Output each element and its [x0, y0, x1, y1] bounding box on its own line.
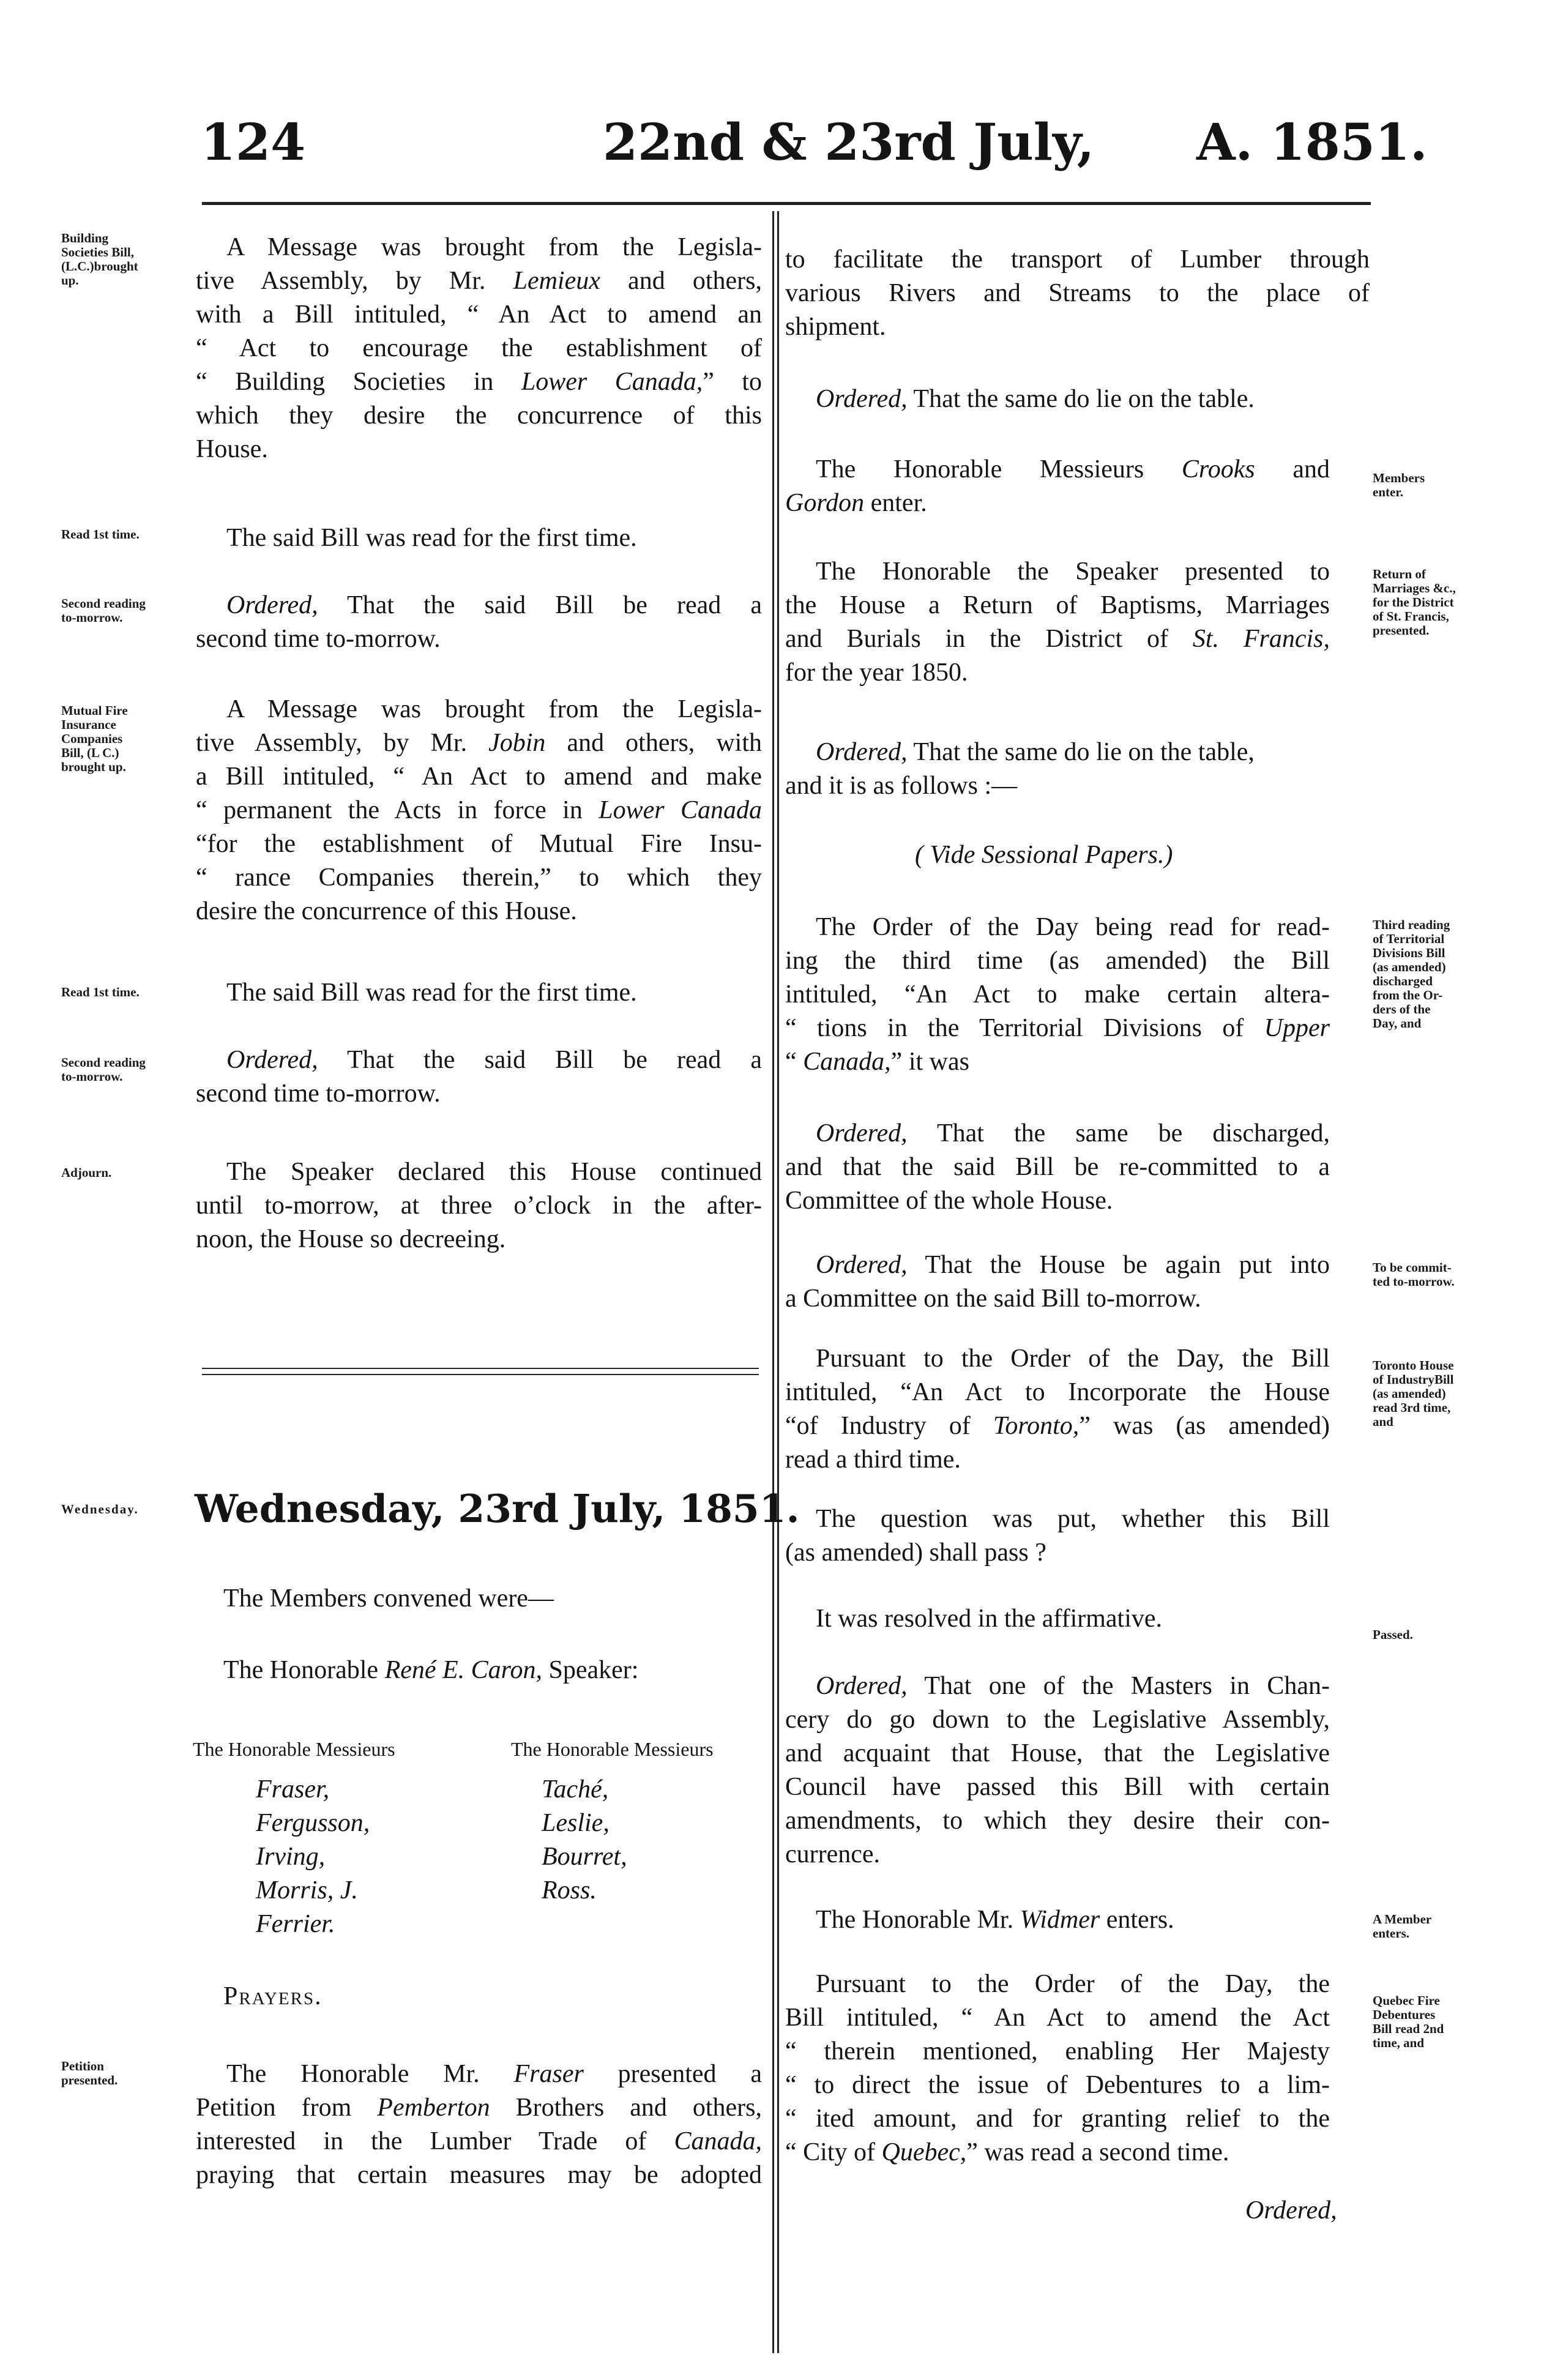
header-rule — [202, 202, 1371, 205]
member-name: Ferrier. — [256, 1910, 335, 1938]
paragraph-toronto-house-industry: Pursuant to the Order of the Day, the Bill intituled, “An Act to Incorporate the House “of Industry of Toronto,” was (as amended) read a third time. — [785, 1345, 1330, 1474]
margin-note-territorial-divisions: Third reading of Territorial Divisions Bill (as amended) discharged from the Or- ders of the Day, and — [1373, 917, 1450, 1031]
vide-sessional-papers: ( Vide Sessional Papers.) — [915, 841, 1173, 869]
page-number: 124 — [201, 113, 306, 172]
member-name: Taché, — [542, 1775, 609, 1804]
margin-note-read-first: Read 1st time. — [61, 527, 140, 542]
margin-note-read-first-2: Read 1st time. — [61, 985, 140, 999]
member-name: Irving, — [256, 1843, 326, 1871]
day-heading: Wednesday, 23rd July, 1851. — [195, 1486, 800, 1531]
page-year: A. 1851. — [1196, 113, 1428, 172]
members-heading-col1: The Honorable Messieurs — [193, 1738, 395, 1760]
section-rule-bottom — [202, 1374, 759, 1375]
paragraph-return-baptisms: The Honorable the Speaker presented to the House a Return of Baptisms, Marriages and Burials in the District of St. Francis, for the year 1850. — [785, 558, 1330, 687]
page-title: 22nd & 23rd July, — [603, 113, 1095, 172]
prayers-heading: Prayers. — [223, 1982, 323, 2010]
speaker-line: The Honorable René E. Caron, Speaker: — [223, 1656, 639, 1684]
margin-note-toronto-house: Toronto House of IndustryBill (as amended) read 3rd time, and — [1373, 1358, 1454, 1429]
paragraph-read-first-time: The said Bill was read for the first time. — [226, 524, 637, 552]
members-convened: The Members convened were— — [223, 1584, 554, 1613]
margin-note-petition: Petition presented. — [61, 2059, 118, 2087]
member-name: Fraser, — [256, 1775, 330, 1804]
paragraph-quebec-debentures: Pursuant to the Order of the Day, the Bill intituled, “ An Act to amend the Act “ therein mentioned, enabling Her Majesty “ to direct the issue of Debentures to a lim- “ ited amount, and for granting relief to the “ City of Quebec,” was read a second time. — [785, 1970, 1330, 2166]
margin-note-second-reading: Second reading to-morrow. — [61, 596, 146, 625]
paragraph-adjournment: The Speaker declared this House continued until to-morrow, at three o’clock in the after- noon, the House so decreeing. — [196, 1158, 762, 1253]
paragraph-question-put: The question was put, whether this Bill (as amended) shall pass ? — [785, 1505, 1330, 1567]
member-name: Fergusson, — [256, 1809, 370, 1837]
paragraph-read-first-time-2: The said Bill was read for the first time. — [226, 979, 637, 1007]
paragraph-widmer-enters: The Honorable Mr. Widmer enters. — [816, 1906, 1174, 1934]
section-rule-top — [202, 1368, 759, 1369]
paragraph-mutual-fire-message: A Message was brought from the Legisla- tive Assembly, by Mr. Jobin and others, with a Bill intituled, “ An Act to amend and make “ permanent the Acts in force in Lower Canada “for the establishment of Mutual Fire Insu- “ rance Companies therein,” to which they desire the concurrence of this House. — [196, 695, 763, 925]
margin-note-quebec-fire: Quebec Fire Debentures Bill read 2nd time, and — [1373, 1993, 1444, 2050]
paragraph-crooks-gordon-enter: The Honorable Messieurs Crooks and Gordon enter. — [785, 455, 1330, 517]
catchword: Ordered, — [1245, 2196, 1337, 2225]
member-name: Bourret, — [542, 1843, 627, 1871]
paragraph-second-reading-order-2: Ordered, That the said Bill be read a second time to-morrow. — [196, 1046, 762, 1108]
margin-note-return-marriages: Return of Marriages &c., for the District of St. Francis, presented. — [1373, 567, 1456, 638]
margin-note-mutual-fire: Mutual Fire Insurance Companies Bill, (L C.) brought up. — [61, 703, 128, 774]
column-divider-left — [772, 211, 774, 2353]
column-divider-right — [777, 211, 779, 2353]
member-name: Ross. — [542, 1876, 597, 1904]
paragraph-territorial-divisions: The Order of the Day being read for read- ing the third time (as amended) the Bill intituled, “An Act to make certain altera- “ tions in the Territorial Divisions of Upper “ Canada,” it was — [785, 913, 1330, 1076]
paragraph-lie-on-table-2: Ordered, That the same do lie on the table, and it is as follows :— — [785, 738, 1255, 800]
paragraph-second-reading-order: Ordered, That the said Bill be read a second time to-morrow. — [196, 591, 762, 653]
margin-note-passed: Passed. — [1373, 1627, 1413, 1642]
paragraph-petition: The Honorable Mr. Fraser presented a Petition from Pemberton Brothers and others, interested in the Lumber Trade of Canada, praying that certain measures may be adopted — [196, 2060, 762, 2189]
paragraph-masters-in-chancery: Ordered, That one of the Masters in Chan- cery do go down to the Legislative Assembly, and acquaint that House, that the Legislative Council have passed this Bill with certain amendments, to which they desire their con- currence. — [785, 1672, 1330, 1868]
paragraph-building-societies-message: A Message was brought from the Legisla- tive Assembly, by Mr. Lemieux and others, with a Bill intituled, “ An Act to amend an “ Act to encourage the establishment of “ Building Societies in Lower Canada,” to which they desire the concurrence of this House. — [196, 233, 763, 463]
margin-note-building-societies: Building Societies Bill, (L.C.)brought up. — [61, 231, 138, 288]
paragraph-lumber-transport: to facilitate the transport of Lumber through various Rivers and Streams to the place of shipment. — [785, 245, 1370, 341]
paragraph-discharged: Ordered, That the same be discharged, and that the said Bill be re-committed to a Committee of the whole House. — [785, 1119, 1330, 1215]
margin-note-members-enter: Members enter. — [1373, 471, 1425, 499]
margin-note-second-reading-2: Second reading to-morrow. — [61, 1055, 146, 1084]
members-heading-col2: The Honorable Messieurs — [511, 1738, 714, 1760]
paragraph-committee-tomorrow: Ordered, That the House be again put into a Committee on the said Bill to-morrow. — [785, 1251, 1330, 1313]
member-name: Morris, J. — [256, 1876, 358, 1904]
margin-note-adjourn: Adjourn. — [61, 1165, 112, 1180]
margin-note-wednesday: Wednesday. — [61, 1502, 139, 1516]
margin-note-member-enters: A Member enters. — [1373, 1912, 1432, 1941]
margin-note-to-be-committed: To be commit- ted to-morrow. — [1373, 1260, 1455, 1289]
paragraph-resolved-affirmative: It was resolved in the affirmative. — [816, 1605, 1163, 1633]
member-name: Leslie, — [542, 1809, 610, 1837]
paragraph-lie-on-table: Ordered, That the same do lie on the table. — [816, 385, 1255, 413]
